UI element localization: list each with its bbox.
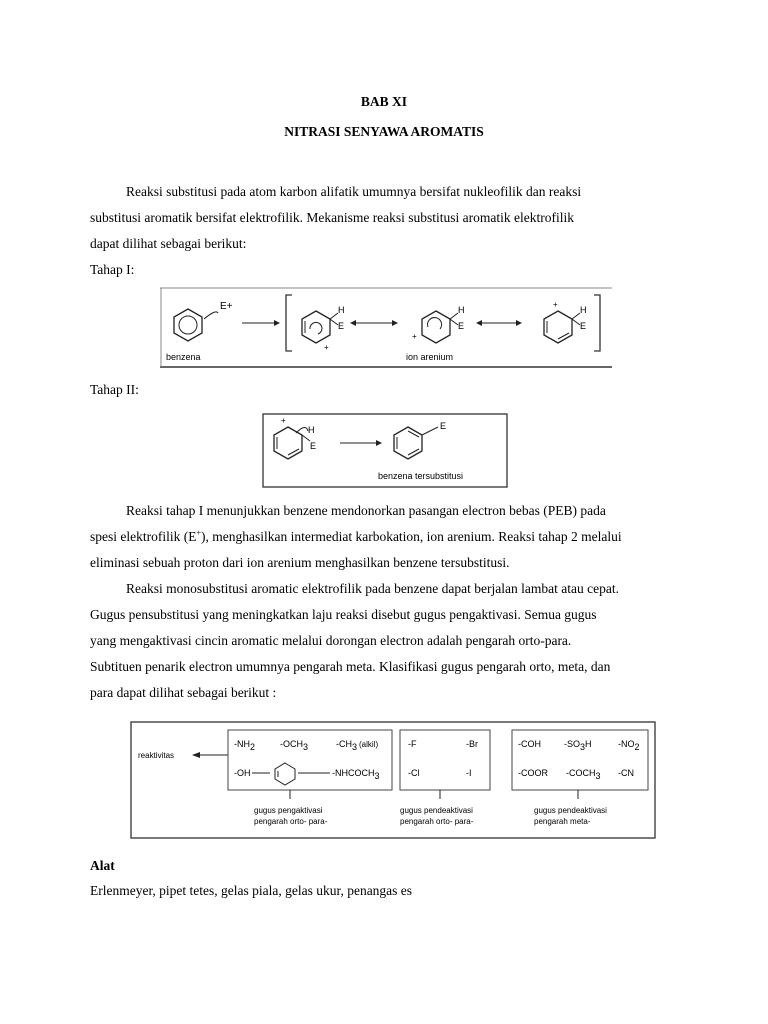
svg-text:+: +	[412, 332, 417, 341]
svg-text:-Br: -Br	[466, 739, 478, 749]
product-label: benzena tersubstitusi	[378, 471, 464, 481]
svg-text:-CN: -CN	[618, 768, 634, 778]
curved-arrow	[204, 312, 218, 319]
intro-paragraph	[90, 179, 678, 257]
svg-text:+: +	[324, 343, 329, 352]
substituted-benzene	[394, 421, 446, 459]
arenium-structure	[412, 305, 465, 343]
svg-text:-F: -F	[408, 739, 417, 749]
svg-text:-NHCOCH3: -NHCOCH3	[332, 768, 380, 781]
svg-text:pengarah orto- para-: pengarah orto- para-	[400, 817, 474, 826]
svg-text:H: H	[580, 305, 587, 315]
svg-text:-NO2: -NO2	[618, 739, 640, 752]
svg-text:-NH2: -NH2	[234, 739, 256, 752]
svg-text:-COCH3: -COCH3	[566, 768, 601, 781]
intro-line: substitusi aromatik bersifat elektrofilik. Mekanisme reaksi substitusi aromatik elektrofilik	[90, 210, 575, 225]
arenium-structure	[302, 305, 345, 352]
classification-paragraph: Reaksi monosubstitusi aromatic elektrofilik pada benzene dapat berjalan lambat atau cepat. Gugus pensubstitusi yang meningkatkan laju reaksi disebut gugus pengaktivasi. Semua gugus yang mengaktivasi cincin aromatic melalui dorongan electron adalah pengarah orto-para. Subtituen penarik electron umumnya pengarah meta. Klasifikasi gugus pengarah orto, meta, dan para dapat dilihat sebagai berikut :	[90, 581, 619, 700]
electrophile-label: E+	[220, 301, 233, 312]
stage1-mechanism-diagram	[160, 287, 612, 369]
svg-text:H: H	[308, 425, 315, 435]
svg-text:-OH: -OH	[234, 768, 251, 778]
svg-text:-I: -I	[466, 768, 472, 778]
svg-text:gugus pendeaktivasi: gugus pendeaktivasi	[534, 806, 607, 815]
svg-text:-COH: -COH	[518, 739, 541, 749]
svg-text:-CH3(alkil): -CH3 (alkil)	[336, 739, 379, 752]
benzena-label: benzena	[166, 352, 201, 362]
benzene-ring	[174, 309, 202, 341]
reactivity-label: reaktivitas	[138, 751, 175, 760]
directing-groups-diagram	[130, 721, 656, 839]
svg-text:E: E	[440, 421, 447, 431]
svg-text:-SO3H: -SO3H	[564, 739, 592, 752]
svg-text:gugus pengaktivasi: gugus pengaktivasi	[254, 806, 323, 815]
svg-text:E: E	[310, 441, 317, 451]
stage2-label: Tahap II:	[90, 382, 139, 397]
svg-text:pengarah meta-: pengarah meta-	[534, 817, 591, 826]
intro-line: Reaksi substitusi pada atom karbon alifatik umumnya bersifat nukleofilik dan reaksi	[126, 184, 582, 199]
page-title: NITRASI SENYAWA AROMATIS	[284, 124, 484, 139]
intro-line: dapat dilihat sebagai berikut:	[90, 236, 247, 251]
svg-text:H: H	[338, 305, 345, 315]
svg-text:-COOR: -COOR	[518, 768, 548, 778]
stage1-label: Tahap I:	[90, 262, 135, 277]
explanation-paragraph: Reaksi tahap I menunjukkan benzene mendonorkan pasangan electron bebas (PEB) pada spesi elektrofilik (E+), menghasilkan intermediat karbokation, ion arenium. Reaksi tahap 2 melalui eliminasi sebuah proton dari ion arenium menghasilkan benzene tersubstitusi.	[90, 503, 622, 570]
svg-text:H: H	[458, 305, 465, 315]
svg-text:-Cl: -Cl	[408, 768, 420, 778]
stage2-mechanism-diagram	[262, 413, 508, 488]
svg-text:-OCH3: -OCH3	[280, 739, 309, 752]
alat-heading: Alat	[90, 858, 115, 873]
arenium-structure	[544, 300, 587, 343]
svg-text:E: E	[458, 321, 465, 331]
svg-text:+: +	[553, 300, 558, 309]
arenium-structure	[274, 416, 316, 459]
svg-text:gugus pendeaktivasi: gugus pendeaktivasi	[400, 806, 473, 815]
phenyl-ring	[275, 763, 295, 785]
svg-text:+: +	[281, 416, 286, 425]
svg-text:E: E	[338, 321, 345, 331]
chapter-heading: BAB XI	[360, 94, 408, 109]
svg-text:pengarah orto- para-: pengarah orto- para-	[254, 817, 328, 826]
alat-list: Erlenmeyer, pipet tetes, gelas piala, gelas ukur, penangas es	[90, 883, 413, 898]
svg-text:E: E	[580, 321, 587, 331]
arenium-label: ion arenium	[406, 352, 454, 362]
